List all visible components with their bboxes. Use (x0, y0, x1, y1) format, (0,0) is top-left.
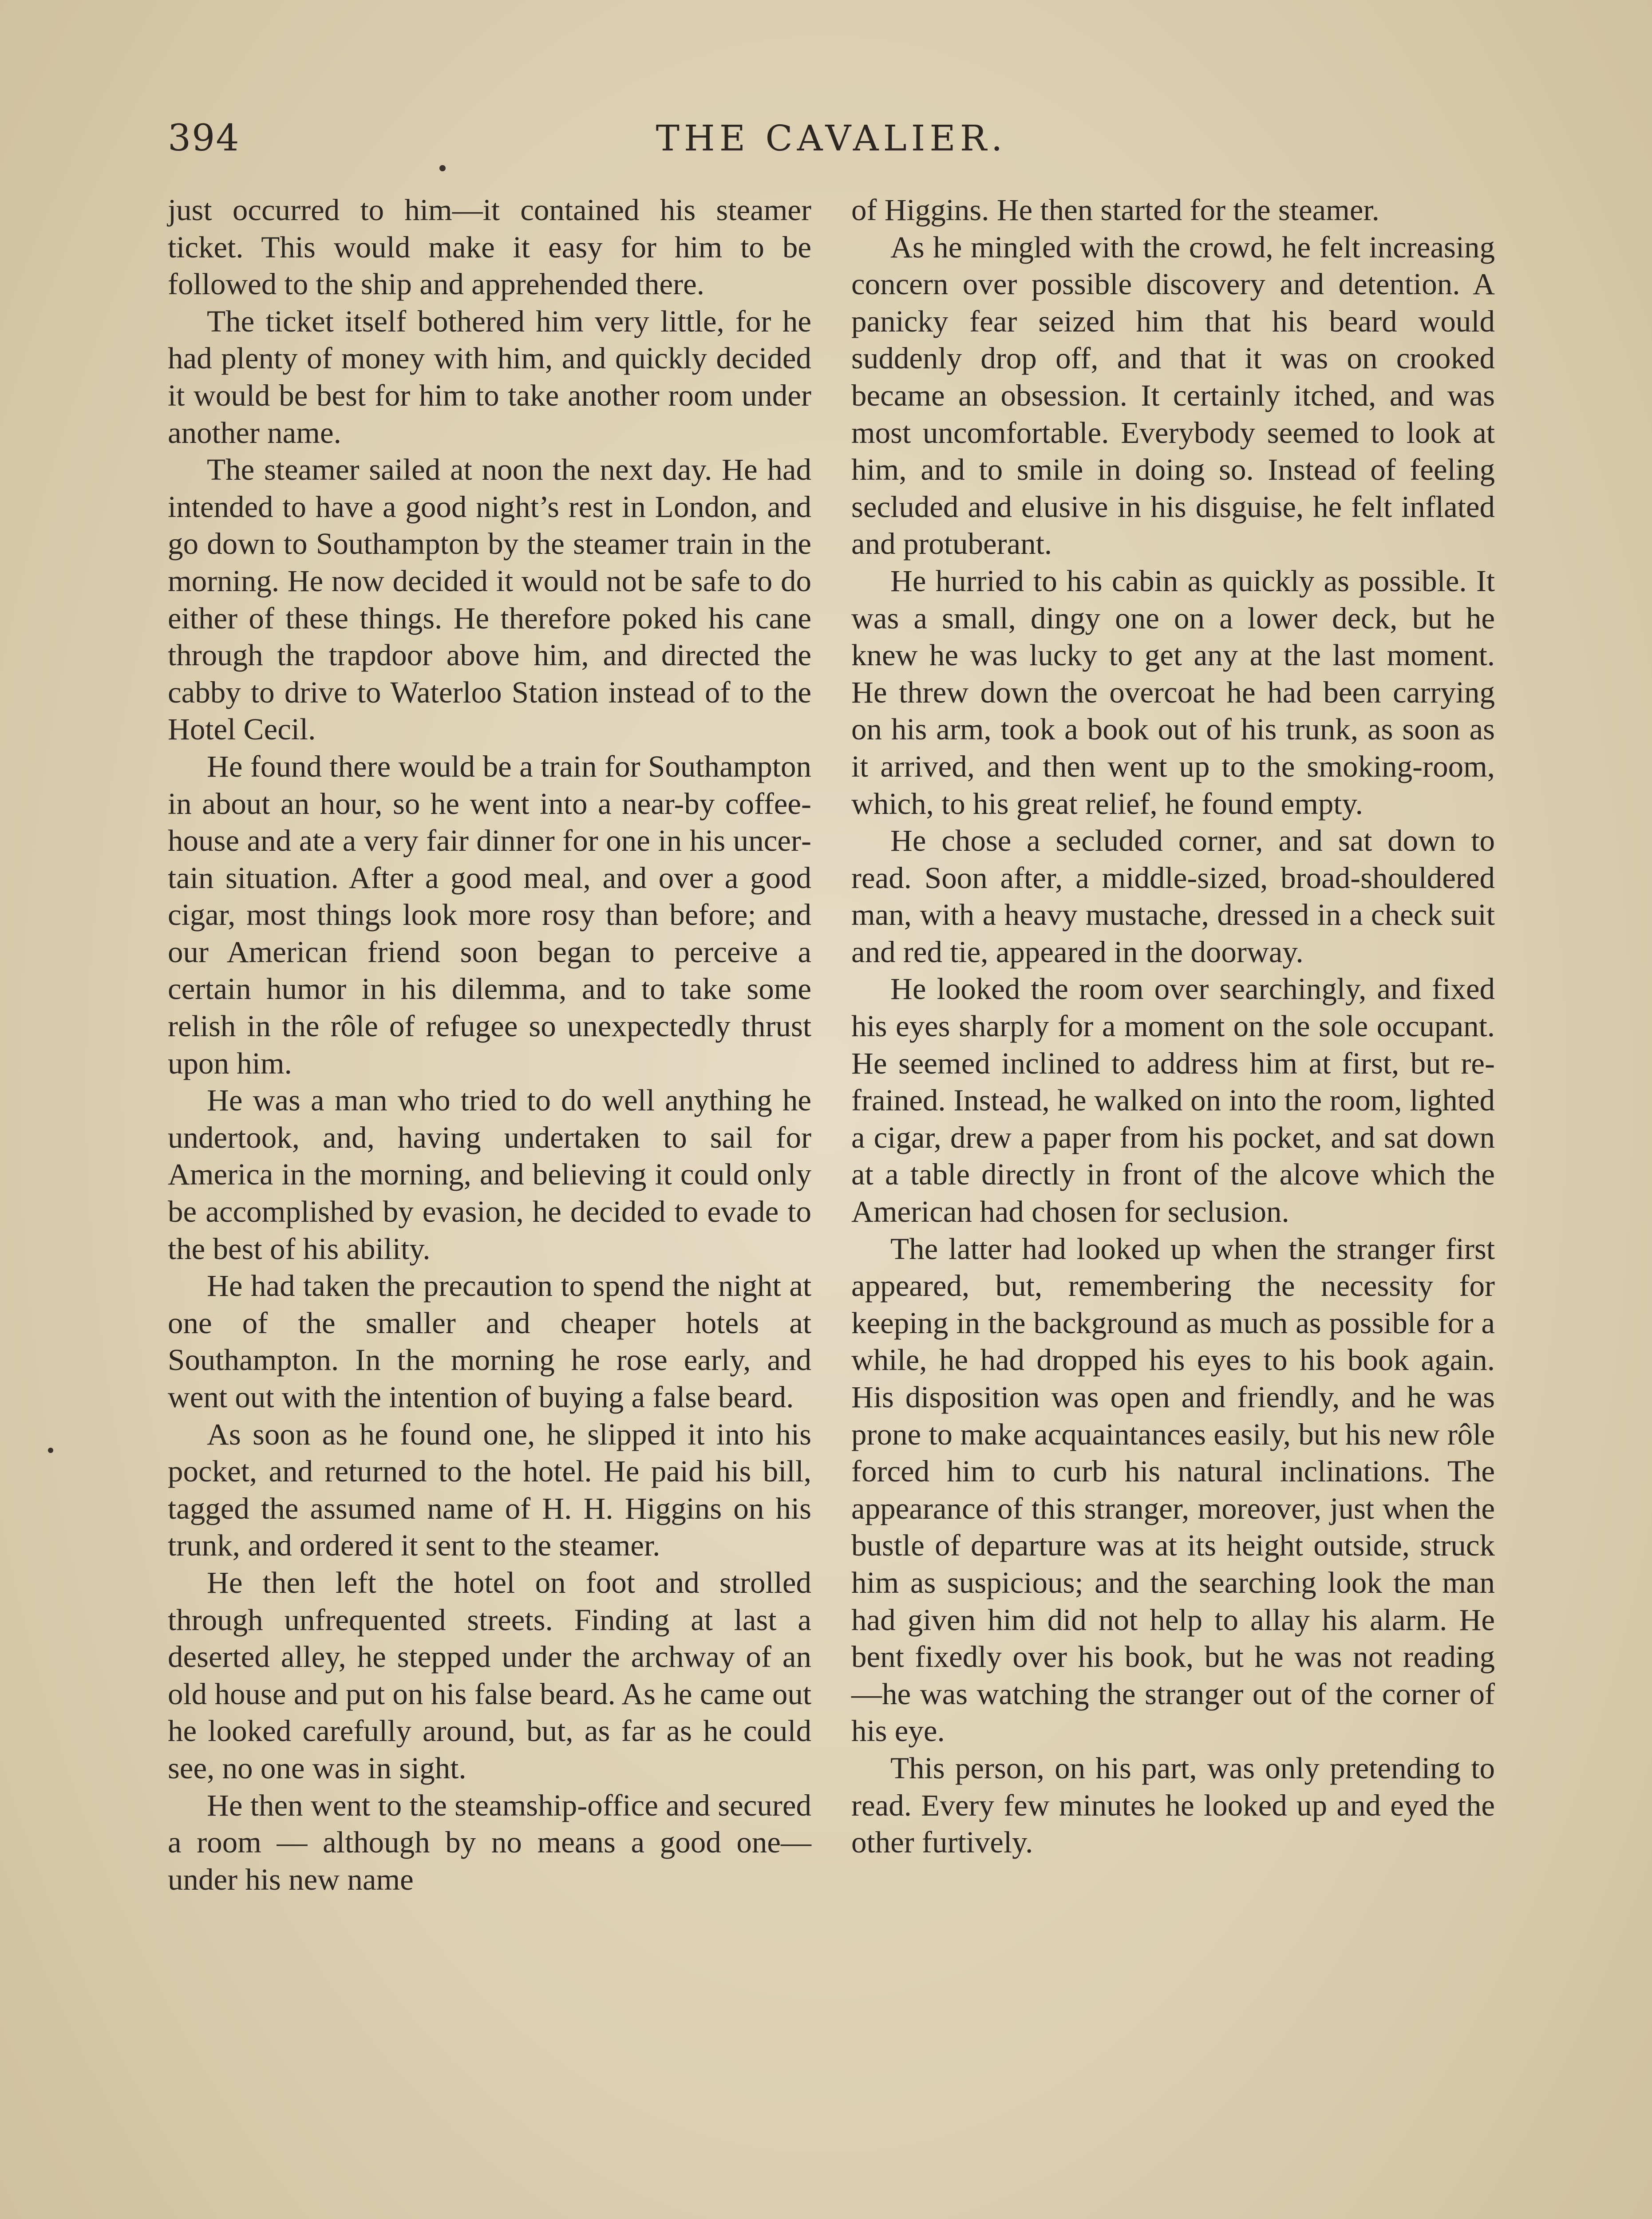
paragraph: He found there would be a train for Southampton in about an hour, so he went into a near-by coffee-house and ate a very fair dinner for one in his uncertain situation. After a good meal, and over a good cigar, most things look more rosy than before; and our American friend soon began to perceive a certain humor in his dilemma, and to take some relish in the rôle of refugee so unexpectedly thrust upon him. (168, 749, 811, 1080)
page-header (168, 116, 1495, 170)
paragraph: He then left the hotel on foot and strolled through unfrequented streets. Finding at last a deserted alley, he stepped under the archway of an old house and put on his false beard. As he came out he looked carefully around, but, as far as he could see, no one was in sight. (168, 1565, 811, 1785)
paragraph: He hurried to his cabin as quickly as possible. It was a small, dingy one on a lower deck, but he knew he was lucky to get any at the last moment. He threw down the overcoat he had been carrying on his arm, took a book out of his trunk, as soon as it arrived, and then went up to the smoking-room, which, to his great relief, he found empty. (851, 564, 1495, 821)
paragraph: As he mingled with the crowd, he felt increasing concern over possible discovery and detention. A panicky fear seized him that his beard would suddenly drop off, and that it was on crooked became an obsession. It certainly itched, and was most uncomfortable. Everybody seemed to look at him, and to smile in doing so. Instead of feeling secluded and elusive in his disguise, he felt inflated and protuberant. (851, 230, 1495, 561)
ink-speck (439, 165, 446, 171)
running-title: THE CAVALIER. (656, 118, 1007, 159)
paragraph: He chose a secluded corner, and sat down to read. Soon after, a middle-sized, broad-shouldered man, with a heavy mustache, dressed in a check suit and red tie, appeared in the doorway. (851, 824, 1495, 969)
paragraph: just occurred to him—it contained his steamer ticket. This would make it easy for him to be followed to the ship and apprehended there. (168, 193, 811, 301)
paragraph: The ticket itself bothered him very little, for he had plenty of money with him, and quickly decided it would be best for him to take another room under another name. (168, 304, 811, 450)
paragraph: He looked the room over searchingly, and fixed his eyes sharply for a moment on the sole occupant. He seemed inclined to address him at first, but refrained. Instead, he walked on into the room, lighted a cigar, drew a paper from his pocket, and sat down at a table directly in front of the alcove which the American had chosen for seclusion. (851, 972, 1495, 1229)
paragraph: The steamer sailed at noon the next day. He had intended to have a good night’s rest in London, and go down to Southampton by the steamer train in the morning. He now decided it would not be safe to do either of these things. He therefore poked his cane through the trapdoor above him, and directed the cabby to drive to Waterloo Station instead of to the Hotel Cecil. (168, 453, 811, 746)
paragraph: As soon as he found one, he slipped it into his pocket, and returned to the hotel. He paid his bill, tagged the assumed name of H. H. Higgins on his trunk, and ordered it sent to the steamer. (168, 1417, 811, 1563)
paragraph: He was a man who tried to do well anything he undertook, and, having undertaken to sail for America in the morning, and believing it could only be accomplished by evasion, he decided to evade to the best of his ability. (168, 1083, 811, 1266)
paragraph: of Higgins. He then started for the steamer. (851, 193, 1379, 227)
paragraph: He had taken the precaution to spend the night at one of the smaller and cheaper hotels at Southampton. In the morning he rose early, and went out with the intention of buying a false beard. (168, 1269, 811, 1414)
paragraph: He then went to the steamship-office and secured a room — although by no means a good one—under his new name (168, 1788, 811, 1896)
right-column (851, 192, 1495, 2219)
ink-speck (48, 1448, 53, 1453)
paragraph: The latter had looked up when the stranger first appeared, but, remembering the necessity for keeping in the background as much as possible for a while, he had dropped his eyes to his book again. His disposition was open and friendly, and he was prone to make acquaintances easily, but his new rôle forced him to curb his natural inclinations. The appearance of this stranger, moreover, just when the bustle of departure was at its height outside, struck him as suspicious; and the searching look the man had given him did not help to allay his alarm. He bent fixedly over his book, but he was not reading—he was watching the stranger out of the corner of his eye. (851, 1232, 1495, 1748)
paragraph: This person, on his part, was only pretending to read. Every few minutes he looked up and eyed the other furtively. (851, 1751, 1495, 1860)
page-number: 394 (168, 117, 240, 159)
left-column (168, 192, 811, 2219)
